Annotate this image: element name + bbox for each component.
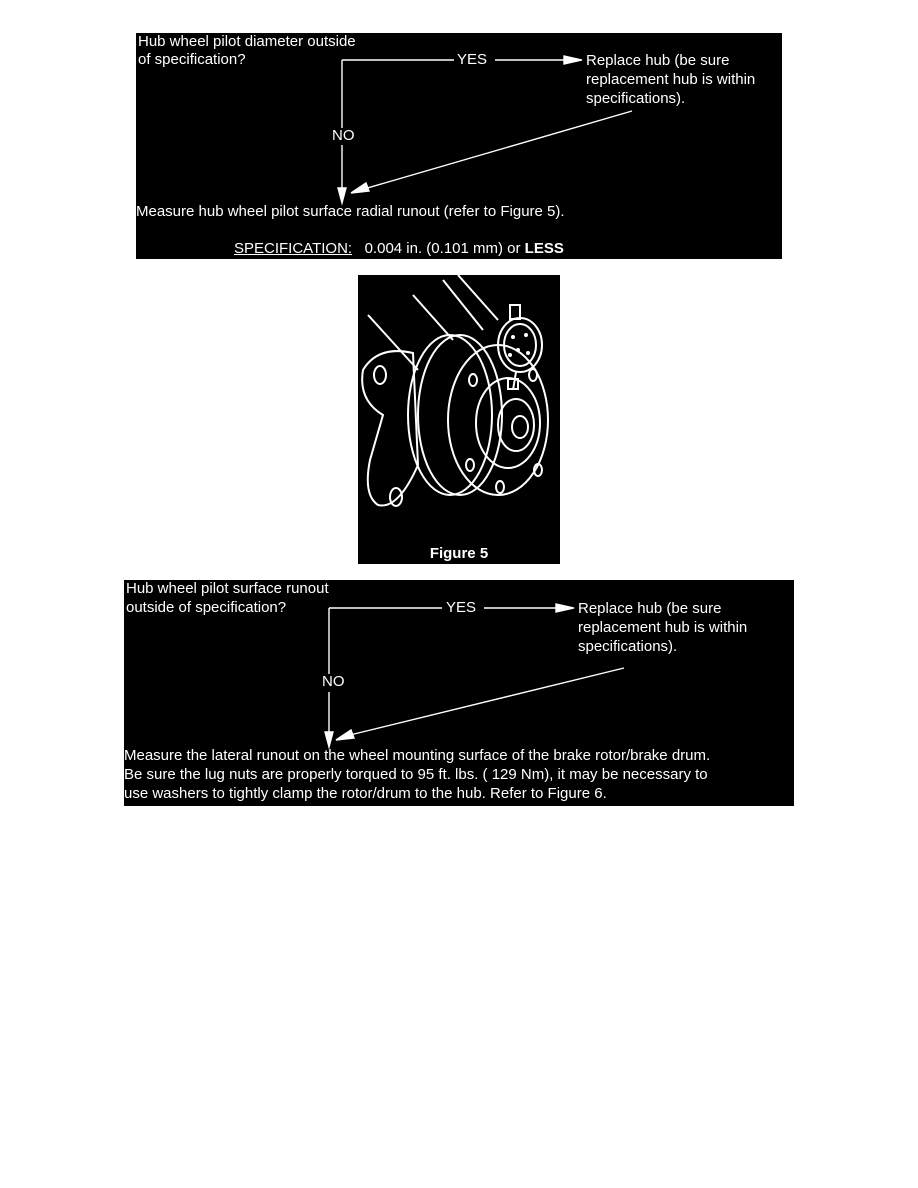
question-line: of specification?: [138, 51, 246, 68]
specification-limit: LESS: [524, 240, 564, 257]
specification-label: SPECIFICATION:: [234, 240, 353, 257]
specification-line: [234, 240, 564, 258]
measure-instruction: Measure the lateral runout on the wheel mounting surface of the brake rotor/brake drum.: [124, 747, 711, 764]
result-line: Replace hub (be sure: [586, 52, 730, 69]
question-line: Hub wheel pilot diameter outside: [138, 33, 356, 50]
flowchart-pilot-surface-runout: [124, 580, 794, 806]
figure-caption: Figure 5: [429, 545, 489, 562]
specification-value: 0.004 in. (0.101 mm) or: [364, 240, 521, 257]
measure-instruction: Measure hub wheel pilot surface radial runout (refer to Figure 5).: [136, 203, 565, 220]
result-line: replacement hub is within: [578, 619, 748, 636]
yes-label: YES: [446, 599, 477, 616]
measure-instruction: Be sure the lug nuts are properly torqued to 95 ft. lbs. ( 129 Nm), it may be necessary to: [124, 766, 708, 783]
no-label: NO: [332, 127, 355, 144]
flowchart-pilot-diameter: [136, 33, 782, 259]
question-line: outside of specification?: [126, 599, 287, 616]
figure-5: [358, 275, 560, 564]
hub-dial-indicator-illustration: [358, 275, 560, 543]
question-line: Hub wheel pilot surface runout: [126, 580, 329, 597]
result-line: replacement hub is within: [586, 71, 756, 88]
result-line: Replace hub (be sure: [578, 600, 722, 617]
yes-label: YES: [457, 51, 488, 68]
no-label: NO: [322, 673, 345, 690]
result-line: specifications).: [586, 90, 686, 107]
measure-instruction: use washers to tightly clamp the rotor/drum to the hub. Refer to Figure 6.: [124, 785, 607, 802]
result-line: specifications).: [578, 638, 678, 655]
